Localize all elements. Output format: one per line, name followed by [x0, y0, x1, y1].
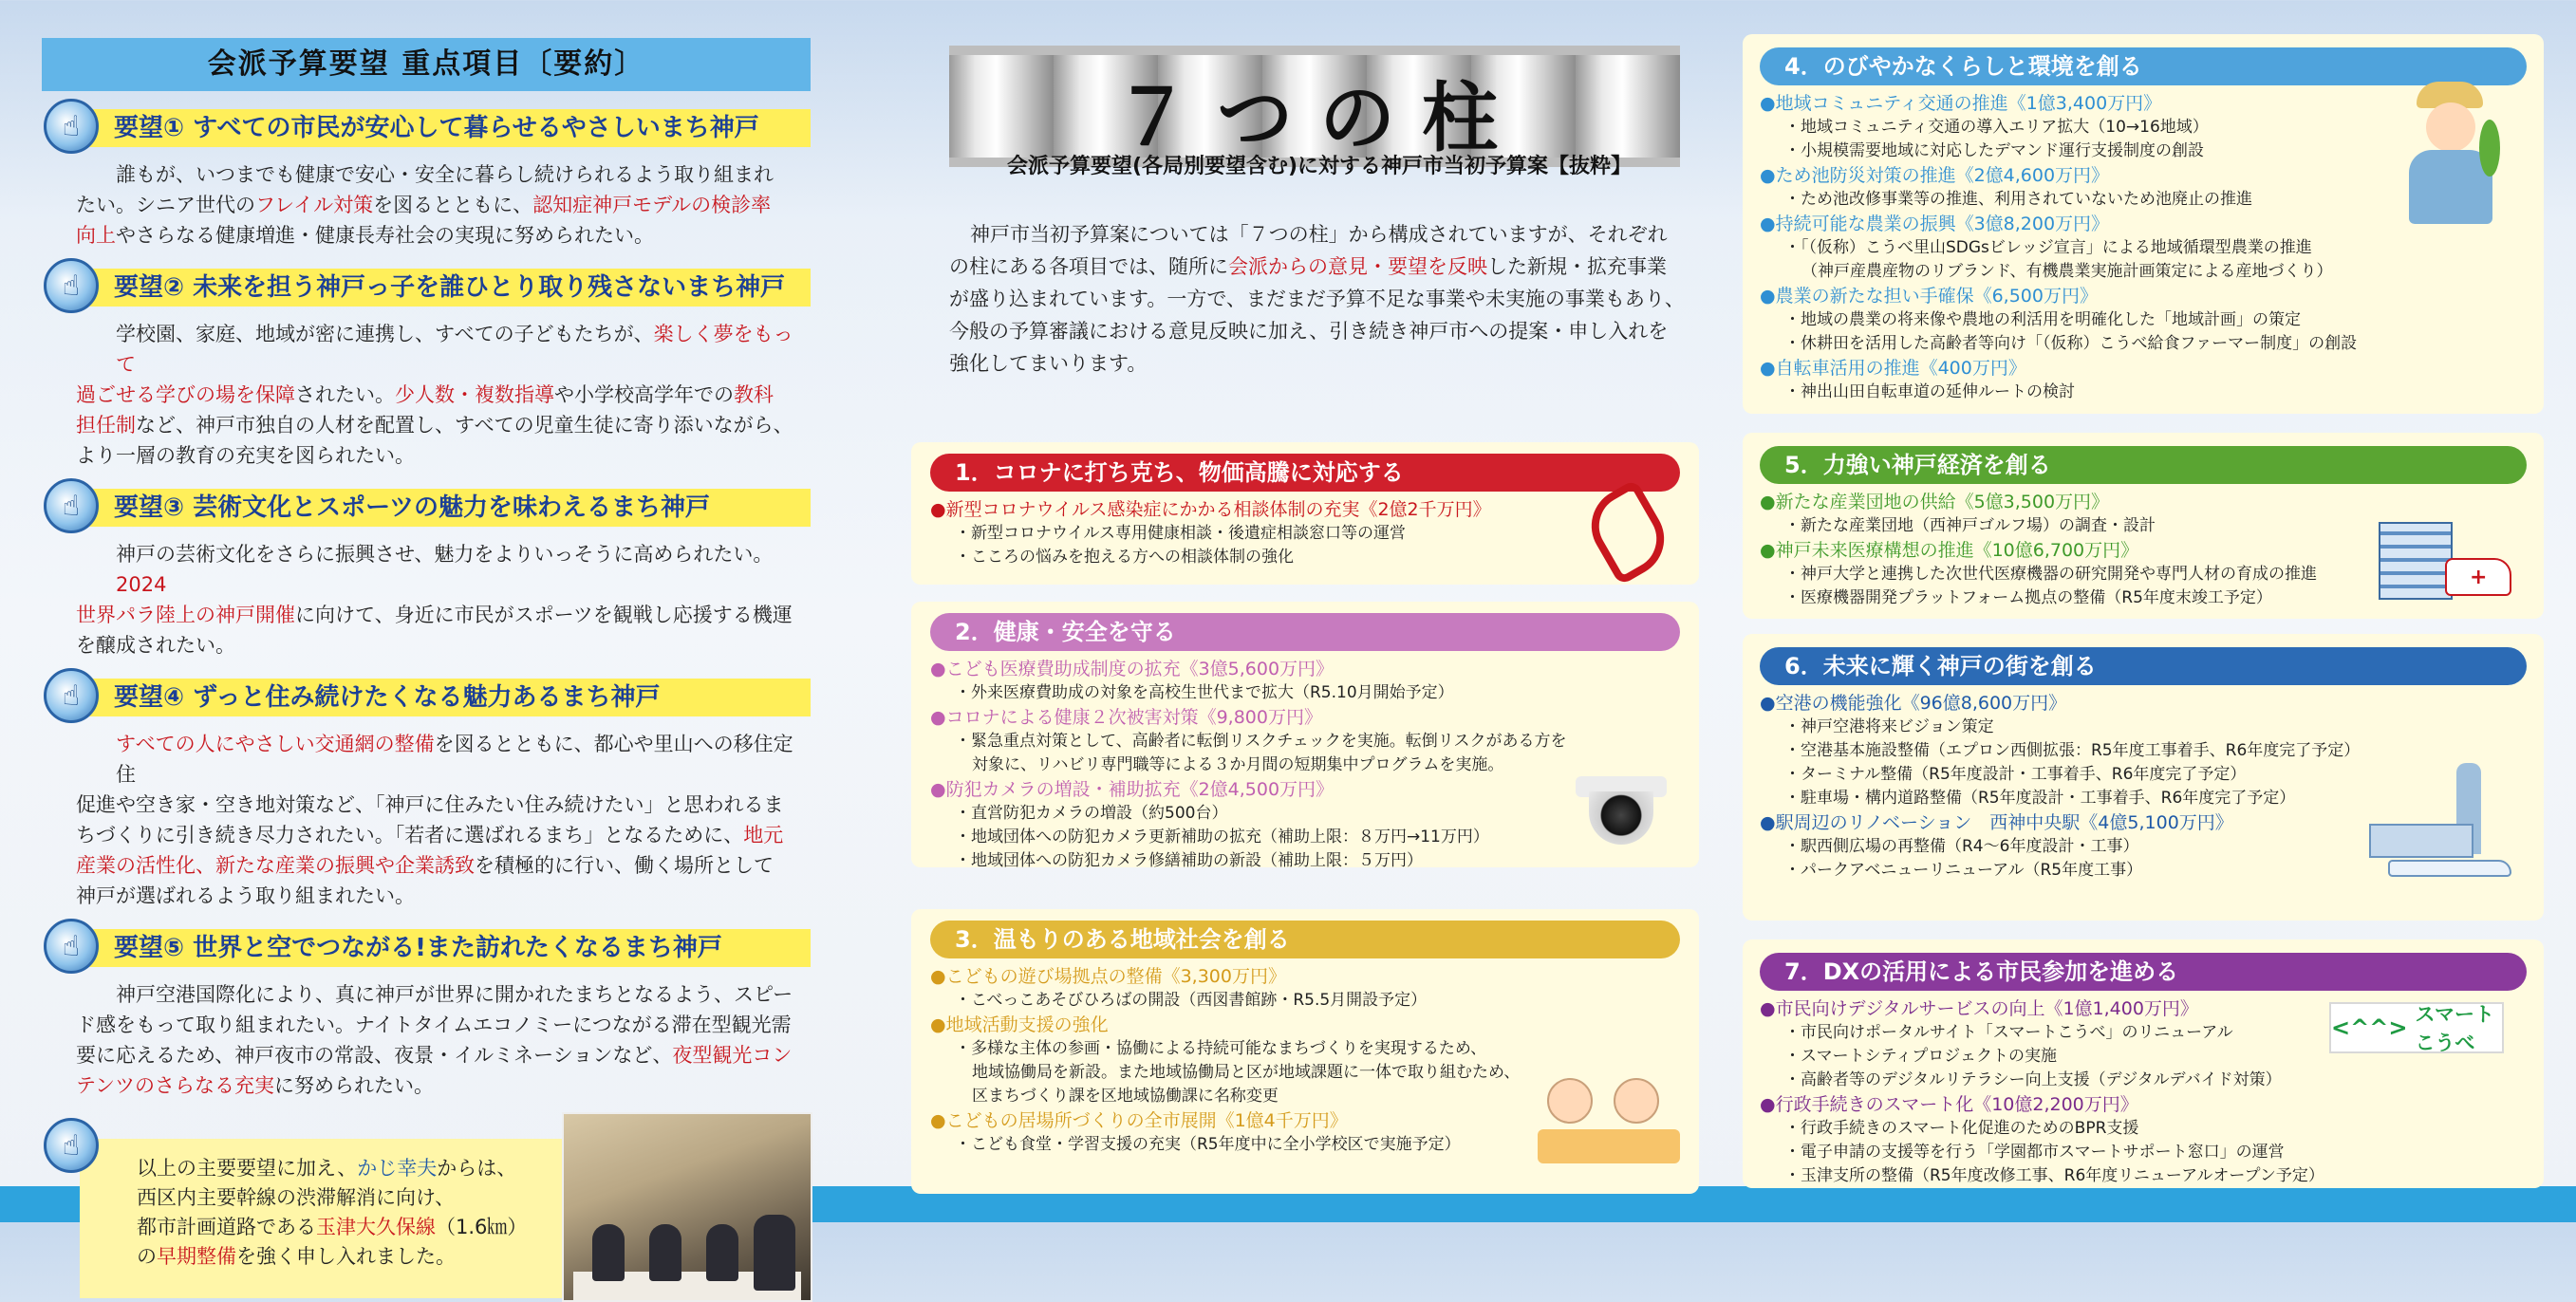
text-segment: 担任制	[76, 414, 136, 437]
smart-kobe-logo-text: スマートこうべ	[2415, 1003, 2495, 1054]
page-title: ７つの柱	[1114, 73, 1524, 162]
text-segment: 2024	[116, 573, 167, 596]
budget-item-detail: ・神戸大学と連携した次世代医療機器の研究開発や専門人材の育成の推進	[1784, 565, 2317, 584]
text-segment: やさらなる健康増進・健康長寿社会の実現に努められたい。	[116, 224, 654, 247]
farmer-icon	[2388, 82, 2511, 224]
text-segment: 世界パラ陸上の神戸開催	[76, 604, 295, 626]
budget-item-title: ●地域活動支援の強化	[930, 1014, 1109, 1035]
body-line	[76, 850, 801, 881]
request-body	[42, 729, 811, 911]
body-line	[76, 979, 801, 1010]
request-title: 要望① すべての市民が安心して暮らせるやさしいまち神戸	[82, 109, 811, 147]
intro-line	[949, 283, 1686, 315]
pillar-header: 4．のびやかなくらしと環境を創る	[1760, 47, 2527, 85]
budget-item-detail: ・緊急重点対策として、高齢者に転倒リスクチェックを実施。転倒リスクがある方を	[955, 732, 1567, 751]
budget-item-title: ●防犯カメラの増設・補助拡充《2億4,500万円》	[930, 779, 1335, 800]
intro-line	[949, 251, 1686, 283]
pillar-header: 1．コロナに打ち克ち、物価高騰に対応する	[930, 454, 1680, 492]
pillars-column	[930, 36, 1699, 1186]
budget-item-detail: ・駅西側広場の再整備（R4～6年度設計・工事）	[1784, 837, 2139, 856]
budget-item-title: ●農業の新たな担い手確保《6,500万円》	[1760, 286, 2098, 307]
request-body	[42, 319, 811, 471]
closing-text	[137, 1154, 554, 1272]
budget-item-title: ●地域コミュニティ交通の推進《1億3,400万円》	[1760, 93, 2162, 114]
text-segment: されたい。	[295, 383, 395, 406]
body-line	[76, 190, 801, 220]
budget-item-detail: ・玉津支所の整備（R5年度改修工事、R6年度リニューアルオープン予定）	[1784, 1166, 2324, 1185]
body-line	[76, 159, 801, 190]
meeting-photo	[562, 1112, 812, 1302]
budget-item-detail: ・こころの悩みを抱える方への相談体制の強化	[955, 548, 1294, 567]
pillars-column-right	[1743, 34, 2544, 1186]
intro-line	[949, 315, 1686, 347]
text-segment: 要に応えるため、神戸夜市の常設、夜景・イルミネーションなど、	[76, 1044, 673, 1067]
budget-item-detail: ・外来医療費助成の対象を高校生世代まで拡大（R5.10月開始予定）	[955, 683, 1454, 702]
text-segment: ちづくりに引き続き尽力されたい。「若者に選ばれるまち」となるために、	[76, 824, 744, 846]
request-1	[42, 104, 811, 251]
body-line	[76, 1040, 801, 1070]
budget-item-detail: ・こべっこあそびひろばの開設（西図書館跡・R5.5月開設予定）	[955, 991, 1428, 1010]
budget-item-detail: ・地域の農業の将来像や農地の利活用を明確化した「地域計画」の策定	[1784, 310, 2301, 329]
budget-item-title: ●新たな産業団地の供給《5億3,500万円》	[1760, 492, 2110, 512]
body-line	[76, 539, 801, 600]
text-segment: 教科	[734, 383, 774, 406]
closing-line	[137, 1183, 554, 1213]
pillar-header: 5．力強い神戸経済を創る	[1760, 446, 2527, 484]
request-title: 要望⑤ 世界と空でつながる!また訪れたくなるまち神戸	[82, 929, 811, 967]
security-camera-icon	[1576, 776, 1667, 846]
closing-line	[137, 1213, 554, 1242]
airport-icon	[2369, 763, 2511, 886]
text-segment: より一層の教育の充実を図られたい。	[76, 444, 415, 467]
closing-section	[42, 1112, 811, 1302]
pointing-hand-icon: ☝	[44, 668, 99, 723]
budget-item-detail: ・空港基本施設整備（エプロン西側拡張：R5年度工事着手、R6年度完了予定）	[1784, 741, 2361, 760]
budget-item-detail: ・神出山田自転車道の延伸ルートの検討	[1784, 382, 2075, 401]
text-segment: した新規・拡充事業	[1487, 255, 1667, 278]
text-segment: 学校園、家庭、地域が密に連携し、すべての子どもたちが、	[116, 323, 654, 345]
text-segment: 玉津大久保線	[316, 1216, 436, 1238]
pillar-2-box	[911, 602, 1699, 870]
text-segment: 早期整備	[157, 1245, 236, 1268]
budget-item-detail: ・地域団体への防犯カメラ更新補助の拡充（補助上限：８万円→11万円）	[955, 828, 1489, 846]
budget-item-title: ●自転車活用の推進《400万円》	[1760, 358, 2026, 379]
intro-text	[940, 218, 1699, 380]
text-segment: 以上の主要要望に加え、	[137, 1157, 358, 1180]
request-body	[42, 979, 811, 1101]
budget-item-detail: ・医療機器開発プラットフォーム拠点の整備（R5年度末竣工予定）	[1784, 588, 2272, 607]
pillar-7-box	[1743, 939, 2544, 1188]
text-segment: テンツのさらなる充実	[76, 1074, 274, 1097]
budget-item-detail: ・パークアベニューリニューアル（R5年度工事）	[1784, 861, 2143, 880]
text-segment: 神戸の芸術文化をさらに振興させ、魅力をよりいっそうに高められたい。	[116, 543, 774, 566]
request-title: 要望② 未来を担う神戸っ子を誰ひとり取り残さないまち神戸	[82, 269, 811, 307]
body-line	[76, 440, 801, 471]
body-line	[76, 1010, 801, 1040]
text-segment: 認知症神戸モデルの検診率	[532, 194, 772, 216]
text-segment: からは、	[437, 1157, 517, 1180]
smart-kobe-mark-icon: <^^>	[2331, 1014, 2408, 1041]
text-segment: 神戸が選ばれるよう取り組まれたい。	[76, 884, 415, 907]
budget-item-detail: ・「（仮称）こうべ里山SDGsビレッジ宣言」による地域循環型農業の推進	[1784, 238, 2312, 257]
request-title-row	[42, 924, 811, 972]
text-segment: 神戸空港国際化により、真に神戸が世界に開かれたまちとなるよう、スピー	[116, 983, 793, 1006]
text-segment: に努められたい。	[273, 1074, 434, 1097]
body-line	[76, 1070, 801, 1101]
budget-item-detail: ・新たな産業団地（西神戸ゴルフ場）の調査・設計	[1784, 516, 2156, 535]
budget-item-detail: ・スマートシティプロジェクトの実施	[1784, 1047, 2057, 1066]
pillar-header: 7．DXの活用による市民参加を進める	[1760, 953, 2527, 991]
request-title-row	[42, 674, 811, 721]
text-segment: の	[137, 1245, 157, 1268]
budget-item-detail: ・電子申請の支援等を行う「学園都市スマートサポート窓口」の運営	[1784, 1143, 2285, 1162]
request-body	[42, 159, 811, 251]
budget-item-title: ●駅周辺のリノベーション 西神中央駅《4億5,100万円》	[1760, 812, 2233, 833]
budget-item-detail: ・駐車場・構内道路整備（R5年度設計・工事着手、R6年度完了予定）	[1784, 789, 2296, 808]
budget-item-detail: 区まちづくり課を区地域協働課に名称変更	[972, 1087, 1279, 1106]
text-segment: 楽しく夢をもって	[116, 323, 793, 376]
budget-item-detail: 地域協働局を新設。また地域協働局と区が地域課題に一体で取り組むため、	[972, 1063, 1521, 1082]
closing-line	[137, 1242, 554, 1272]
text-segment: 誰もが、いつまでも健康で安心・安全に暮らし続けられるよう取り組まれ	[116, 163, 774, 186]
budget-item-detail: ・行政手続きのスマート化促進のためのBPR支援	[1784, 1119, 2139, 1138]
text-segment: （1.6㎞）	[436, 1216, 528, 1238]
budget-item-title: ●持続可能な農業の振興《3億8,200万円》	[1760, 214, 2110, 234]
budget-item-detail: ・地域団体への防犯カメラ修繕補助の新設（補助上限：５万円）	[955, 851, 1423, 870]
pillar-4-box	[1743, 34, 2544, 414]
body-line	[76, 220, 801, 251]
request-3	[42, 484, 811, 660]
pillar-3-box	[911, 909, 1699, 1194]
text-segment: ド感をもって取り組まれたい。ナイトタイムエコノミーにつながる滞在型観光需	[76, 1014, 792, 1036]
pointing-hand-icon: ☝	[44, 99, 99, 154]
request-title: 要望④ ずっと住み続けたくなる魅力あるまち神戸	[82, 679, 811, 716]
request-body	[42, 539, 811, 660]
text-segment: など、神戸市独自の人材を配置し、すべての児童生徒に寄り添いながら、	[136, 414, 793, 437]
budget-item-title: ●市民向けデジタルサービスの向上《1億1,400万円》	[1760, 998, 2198, 1019]
pillar-header: 6．未来に輝く神戸の街を創る	[1760, 647, 2527, 685]
requests-column	[42, 38, 811, 1268]
pointing-hand-icon: ☝	[44, 919, 99, 974]
text-segment: 神戸市当初予算案については「７つの柱」から構成されていますが、それぞれ	[970, 223, 1668, 246]
text-segment: の柱にある各項目では、随所に	[949, 255, 1228, 278]
budget-item-detail: ・小規模需要地域に対応したデマンド運行支援制度の創設	[1784, 141, 2204, 160]
pillar-6-box	[1743, 634, 2544, 921]
budget-item-detail: ・新型コロナウイルス専用健康相談・後遺症相談窓口等の運営	[955, 524, 1406, 543]
budget-item-detail: ・高齢者等のデジタルリテラシー向上支援（デジタルデバイド対策）	[1784, 1070, 2282, 1089]
budget-item-title: ●新型コロナウイルス感染症にかかる相談体制の充実《2億2千万円》	[930, 499, 1491, 520]
budget-item-title: ●こども医療費助成制度の拡充《3億5,600万円》	[930, 659, 1335, 679]
closing-line	[137, 1154, 554, 1183]
budget-item-detail: ・多様な主体の参画・協働による持続可能なまちづくりを実現するため、	[955, 1039, 1487, 1058]
hospital-ambulance-icon: +	[2379, 509, 2511, 600]
text-segment: 促進や空き家・空き地対策など、「神戸に住みたい住み続けたい」と思われるま	[76, 793, 784, 816]
budget-item-detail: ・市民向けポータルサイト「スマートこうべ」のリニューアル	[1784, 1023, 2233, 1042]
budget-item-title: ●行政手続きのスマート化《10億2,200万円》	[1760, 1094, 2138, 1115]
text-segment: 強化してまいります。	[949, 352, 1148, 375]
pointing-hand-icon: ☝	[44, 1118, 99, 1173]
budget-item-detail: ・休耕田を活用した高齢者等向け「（仮称）こうべ給食ファーマー制度」の創設	[1784, 334, 2358, 353]
budget-item-detail: ・直営防犯カメラの増設（約500台）	[955, 804, 1228, 823]
text-segment: に向けて、身近に市民がスポーツを観戦し応援する機運	[295, 604, 793, 626]
pointing-hand-icon: ☝	[44, 478, 99, 533]
body-line	[76, 319, 801, 380]
body-line	[76, 790, 801, 820]
text-segment: フレイル対策	[255, 194, 374, 216]
budget-item-detail: ・地域コミュニティ交通の導入エリア拡大（10→16地域）	[1784, 118, 2209, 137]
budget-item-title: ●空港の機能強化《96億8,600万円》	[1760, 693, 2067, 714]
text-segment: や小学校高学年での	[554, 383, 734, 406]
budget-item-detail: ・こども食堂・学習支援の充実（R5年度中に全小学校区で実施予定）	[955, 1135, 1461, 1154]
text-segment: を醸成されたい。	[76, 634, 235, 657]
budget-item-detail: 対象に、リハビリ専門職等による３か月間の短期集中プログラムを実施。	[972, 755, 1504, 774]
request-title-row	[42, 484, 811, 531]
phone-icon	[1577, 479, 1678, 586]
text-segment: かじ幸夫	[357, 1157, 438, 1180]
text-segment: 産業の活性化、新たな産業の振興や企業誘致	[76, 854, 475, 877]
text-segment: が盛り込まれています。一方で、まだまだ予算不足な事業や未実施の事業もあり、	[949, 288, 1685, 310]
request-title-row	[42, 104, 811, 152]
body-line	[76, 630, 801, 660]
body-line	[76, 820, 801, 850]
request-5	[42, 924, 811, 1101]
budget-item-title: ●ため池防災対策の推進《2億4,600万円》	[1760, 165, 2110, 186]
text-segment: 過ごせる学びの場を保障	[76, 383, 295, 406]
text-segment: 今般の予算審議における意見反映に加え、引き続き神戸市への提案・申し入れを	[949, 320, 1669, 343]
intro-line	[949, 218, 1686, 251]
text-segment: 都市計画道路である	[137, 1216, 316, 1238]
pillar-5-box	[1743, 433, 2544, 619]
pillar-header: 2．健康・安全を守る	[930, 613, 1680, 651]
text-segment: を積極的に行い、働く場所として	[475, 854, 774, 877]
body-line	[76, 729, 801, 790]
request-2	[42, 264, 811, 471]
page-subtitle: 会派予算要望(各局別要望含む)に対する神戸市当初予算案【抜粋】	[1006, 155, 1633, 178]
request-4	[42, 674, 811, 911]
text-segment: を図るとともに、	[373, 194, 533, 216]
budget-item-title: ●こどもの居場所づくりの全市展開《1億4千万円》	[930, 1110, 1348, 1131]
body-line	[76, 410, 801, 440]
text-segment: 地元	[743, 824, 784, 846]
body-line	[76, 380, 801, 410]
pillar-header: 3．温もりのある地域社会を創る	[930, 921, 1680, 958]
requests-list	[42, 104, 811, 1101]
requests-header: 会派予算要望 重点項目〔要約〕	[42, 38, 811, 91]
children-dining-icon	[1538, 1078, 1680, 1163]
request-title: 要望③ 芸術文化とスポーツの魅力を味わえるまち神戸	[82, 489, 811, 527]
budget-item-title: ●神戸未来医療構想の推進《10億6,700万円》	[1760, 540, 2139, 561]
text-segment: 会派からの意見・要望を反映	[1228, 255, 1487, 278]
text-segment: たい。シニア世代の	[76, 194, 255, 216]
text-segment: 夜型観光コン	[672, 1044, 793, 1067]
budget-item-detail: ・ため池改修事業等の推進、利用されていないため池廃止の推進	[1784, 190, 2252, 209]
pointing-hand-icon: ☝	[44, 258, 99, 313]
body-line	[76, 600, 801, 630]
request-title-row	[42, 264, 811, 311]
pillar-1-box	[911, 442, 1699, 585]
text-segment: すべての人にやさしい交通網の整備	[116, 733, 435, 755]
text-segment: 向上	[76, 224, 116, 247]
pillars-banner	[940, 36, 1699, 178]
budget-item-detail: （神戸産農産物のリブランド、有機農業実施計画策定による産地づくり）	[1801, 262, 2333, 281]
smart-kobe-logo	[2329, 1002, 2504, 1053]
budget-item-detail: ・神戸空港将来ビジョン策定	[1784, 717, 1994, 736]
budget-item-detail: ・ターミナル整備（R5年度設計・工事着手、R6年度完了予定）	[1784, 765, 2247, 784]
text-segment: 少人数・複数指導	[395, 383, 554, 406]
intro-line	[949, 347, 1686, 380]
text-segment: 西区内主要幹線の渋滞解消に向け、	[137, 1186, 456, 1209]
budget-item-title: ●こどもの遊び場拠点の整備《3,300万円》	[930, 966, 1286, 987]
body-line	[76, 881, 801, 911]
text-segment: を強く申し入れました。	[236, 1245, 456, 1268]
text-segment: を図るとともに、都心や里山への移住定住	[116, 733, 793, 786]
budget-item-title: ●コロナによる健康２次被害対策《9,800万円》	[930, 707, 1322, 728]
